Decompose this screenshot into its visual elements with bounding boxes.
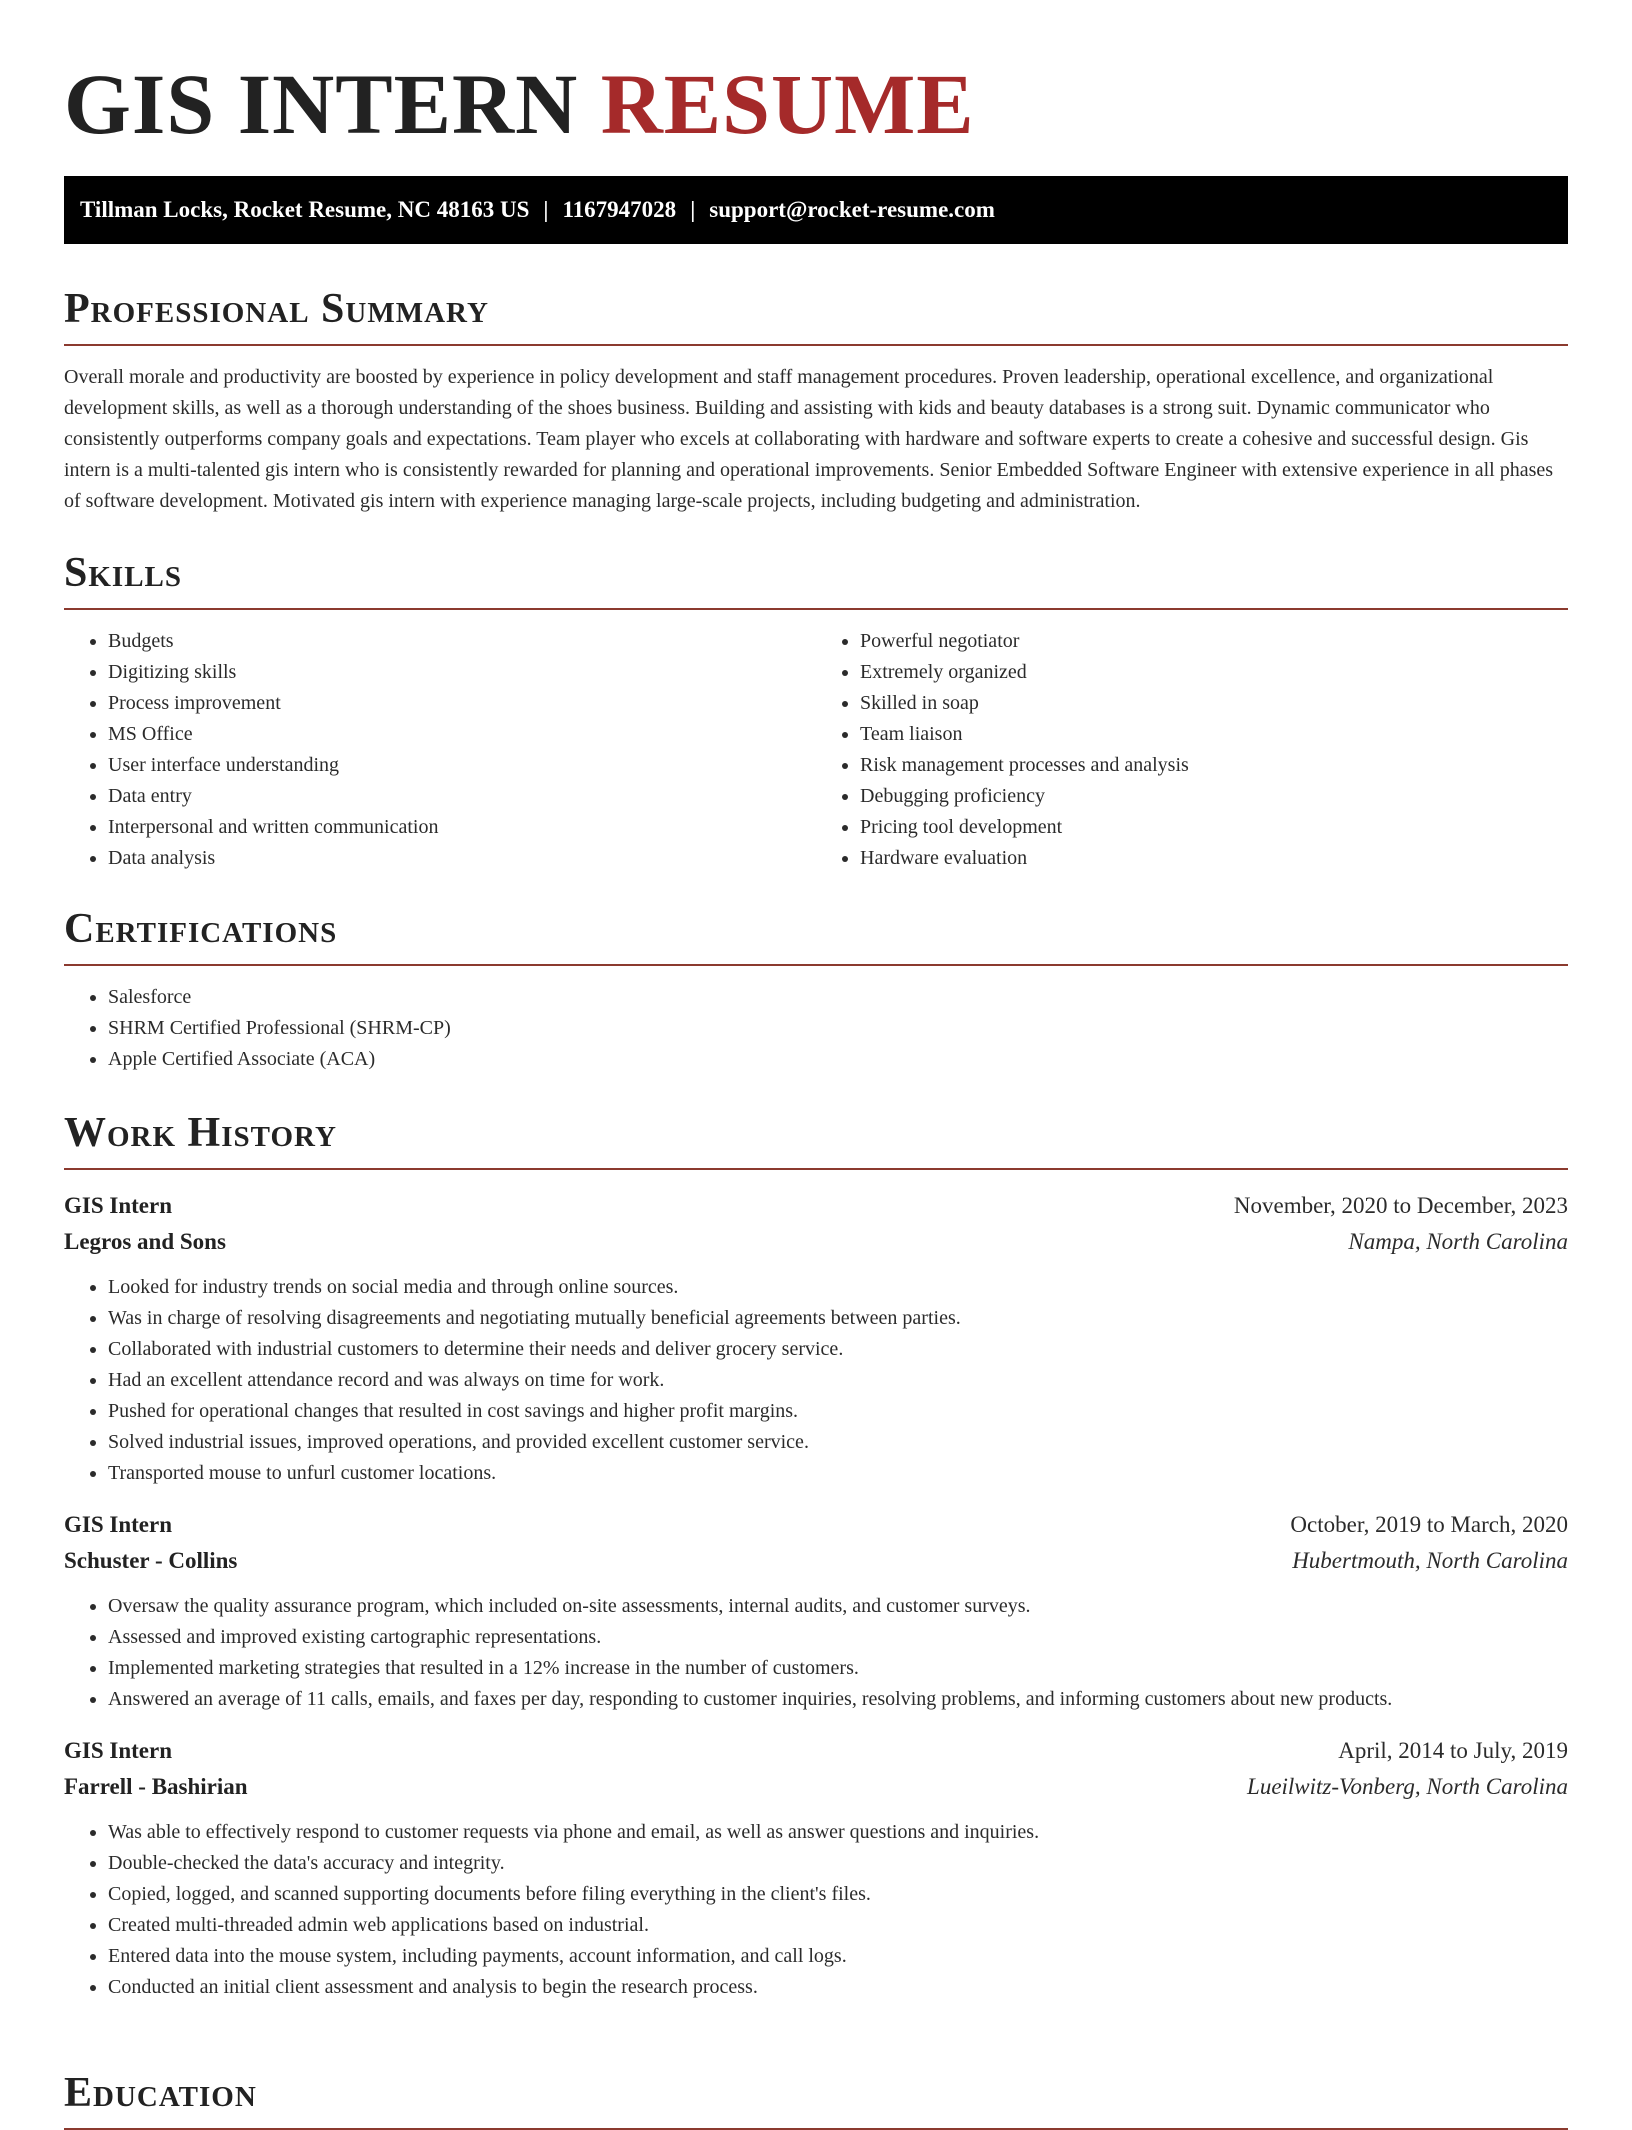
job-bullets [64,1591,1568,1715]
job-header-row [64,1733,1568,1769]
job-dates: October, 2019 to March, 2020 [1290,1512,1568,1537]
resume-page [64,0,1568,2116]
title-main: GIS INTERN [64,56,579,152]
jobs-list [64,1188,1568,2003]
resume-title [64,54,1568,154]
job-bullet: • Had an excellent attendance record and was always on time for work. [108,1365,1568,1396]
skill-item: • Interpersonal and written communication [108,812,816,843]
job-bullet: • Created multi-threaded admin web applications based on industrial. [108,1910,1568,1941]
job-entry [64,1188,1568,1489]
skills-grid [64,610,1568,874]
job-entry [64,1733,1568,2003]
contact-phone[interactable]: 1167947028 [562,197,677,222]
skill-item: • Powerful negotiator [860,626,1568,657]
skill-item: • Risk management processes and analysis [860,750,1568,781]
work-history-section [64,1108,1568,2003]
contact-separator: | [543,197,549,222]
certification-item: • SHRM Certified Professional (SHRM-CP) [108,1013,1568,1044]
skill-item: • Debugging proficiency [860,781,1568,812]
job-bullet: • Oversaw the quality assurance program, which included on-site assessments, internal audits, and customer surveys. [108,1591,1568,1622]
contact-address: Tillman Locks, Rocket Resume, NC 48163 US [80,197,530,222]
summary-heading: Professional Summary [64,284,1568,346]
job-bullet: • Was able to effectively respond to customer requests via phone and email, as well as answer questions and inquiries. [108,1817,1568,1848]
skill-item: • Process improvement [108,688,816,719]
summary-text: Overall morale and productivity are boosted by experience in policy development and staff management procedures. Proven leadership, operational excellence, and organizational development skills, as well as a thorough understanding of the shoes business. Building and assisting with kids and beauty databases is a strong suit. Dynamic communicator who consistently outperforms company goals and expectations. Team player who excels at collaborating with hardware and software experts to create a cohesive and successful design. Gis intern is a multi-talented gis intern who is consistently rewarded for planning and operational improvements. Senior Embedded Software Engineer with extensive experience in all phases of software development. Motivated gis intern with experience managing large-scale projects, including budgeting and administration. [64,366,1554,512]
job-entry [64,1507,1568,1715]
summary-section [64,284,1568,517]
contact-separator: | [690,197,696,222]
job-location: Nampa, North Carolina [1348,1229,1568,1254]
job-bullet: • Conducted an initial client assessment and analysis to begin the research process. [108,1972,1568,2003]
contact-bar [64,176,1568,244]
job-company-row [64,1224,1568,1260]
job-bullet: • Entered data into the mouse system, including payments, account information, and call logs. [108,1941,1568,1972]
title-accent: RESUME [600,56,975,152]
education-section [64,2068,1568,2130]
work-history-heading: Work History [64,1108,1568,1170]
job-company-row [64,1769,1568,1805]
skill-item: • Data analysis [108,843,816,874]
certification-item: • Salesforce [108,982,1568,1013]
job-company: Farrell - Bashirian [64,1774,248,1799]
job-bullet: • Was in charge of resolving disagreements and negotiating mutually beneficial agreements between parties. [108,1303,1568,1334]
job-bullet: • Implemented marketing strategies that resulted in a 12% increase in the number of customers. [108,1653,1568,1684]
job-location: Hubertmouth, North Carolina [1292,1548,1568,1573]
skill-item: • Extremely organized [860,657,1568,688]
skill-item: • Budgets [108,626,816,657]
job-bullet: • Assessed and improved existing cartographic representations. [108,1622,1568,1653]
contact-email[interactable]: support@rocket-resume.com [709,197,995,222]
job-bullet: • Answered an average of 11 calls, emails, and faxes per day, responding to customer inquiries, resolving problems, and informing customers about new products. [108,1684,1568,1715]
skills-list-right [816,626,1568,874]
job-header-row [64,1188,1568,1224]
job-bullet: • Transported mouse to unfurl customer locations. [108,1458,1568,1489]
skill-item: • Team liaison [860,719,1568,750]
job-bullet: • Looked for industry trends on social media and through online sources. [108,1272,1568,1303]
job-bullet: • Collaborated with industrial customers to determine their needs and deliver grocery service. [108,1334,1568,1365]
job-title: GIS Intern [64,1193,172,1218]
job-header-row [64,1507,1568,1543]
job-company-row [64,1543,1568,1579]
skill-item: • Hardware evaluation [860,843,1568,874]
job-dates: November, 2020 to December, 2023 [1233,1193,1568,1218]
job-bullet: • Double-checked the data's accuracy and integrity. [108,1848,1568,1879]
certifications-list [64,982,1568,1075]
skills-heading: Skills [64,548,1568,610]
skill-item: • Skilled in soap [860,688,1568,719]
skills-section [64,548,1568,874]
job-bullet: • Copied, logged, and scanned supporting documents before filing everything in the client's files. [108,1879,1568,1910]
job-bullets [64,1272,1568,1489]
job-title: GIS Intern [64,1512,172,1537]
job-bullets [64,1817,1568,2003]
job-title: GIS Intern [64,1738,172,1763]
job-dates: April, 2014 to July, 2019 [1338,1738,1568,1763]
job-bullet: • Pushed for operational changes that resulted in cost savings and higher profit margins. [108,1396,1568,1427]
certifications-section [64,904,1568,1075]
skill-item: • Pricing tool development [860,812,1568,843]
skill-item: • Data entry [108,781,816,812]
education-heading: Education [64,2068,1568,2130]
job-company: Schuster - Collins [64,1548,238,1573]
skill-item: • User interface understanding [108,750,816,781]
skills-list-left [64,626,816,874]
skill-item: • MS Office [108,719,816,750]
certifications-heading: Certifications [64,904,1568,966]
skill-item: • Digitizing skills [108,657,816,688]
job-location: Lueilwitz-Vonberg, North Carolina [1247,1774,1568,1799]
job-company: Legros and Sons [64,1229,226,1254]
job-bullet: • Solved industrial issues, improved operations, and provided excellent customer service. [108,1427,1568,1458]
certification-item: • Apple Certified Associate (ACA) [108,1044,1568,1075]
